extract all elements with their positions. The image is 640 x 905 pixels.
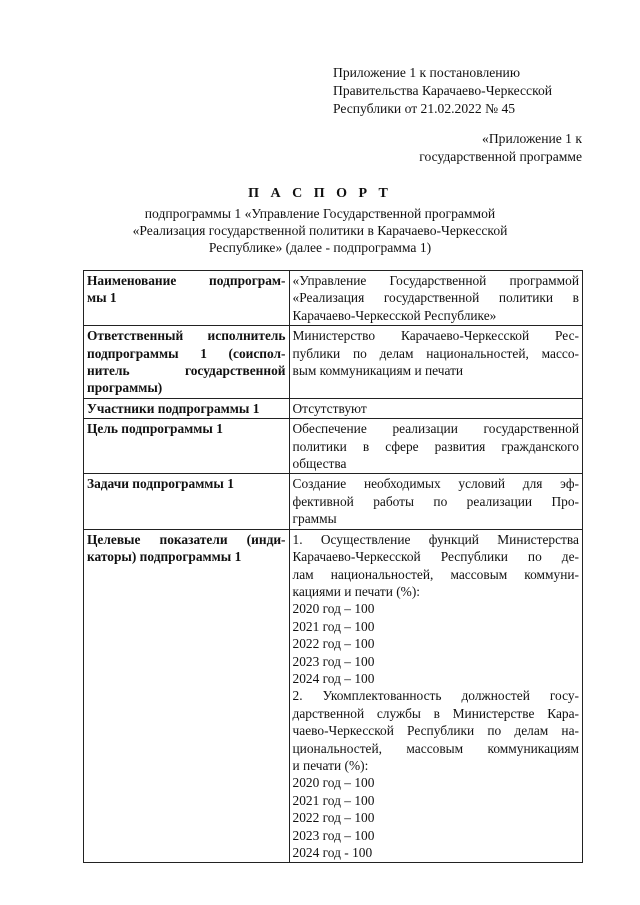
table-row: [84, 398, 583, 418]
row-label-tasks: Задачи подпрограммы 1: [84, 474, 290, 529]
header-line: Приложение 1 к постановлению: [333, 65, 520, 80]
document-title: П А С П О Р Т: [248, 186, 392, 201]
appendix-ref-line: «Приложение 1 к: [482, 131, 582, 146]
subtitle-line: «Реализация государственной политики в Карачаево-Черкесской: [132, 223, 508, 238]
row-value-participants: Отсутствуют: [289, 398, 582, 418]
passport-table: [83, 270, 583, 863]
table-row: [84, 271, 583, 326]
row-label-indicators: Целевые показатели (инди- каторы) подпрограммы 1: [84, 529, 290, 863]
table-row: [84, 326, 583, 399]
header-line: Правительства Карачаево-Черкесской: [333, 83, 553, 98]
row-value-name: «Управление Государственной программой «Реализация государственной политики в Карачаево-Черкесской Республике»: [289, 271, 582, 326]
header-line: Республики от 21.02.2022 № 45: [333, 101, 516, 116]
appendix-ref-line: государственной программе: [419, 149, 582, 164]
table-row: [84, 474, 583, 529]
subtitle-line: подпрограммы 1 «Управление Государственной программой: [144, 206, 496, 221]
program-appendix-reference: [419, 130, 582, 166]
document-subtitle: [80, 205, 560, 256]
row-value-executor: Министерство Карачаево-Черкесской Рес- публики по делам национальностей, массо- вым коммуникациям и печати: [289, 326, 582, 399]
row-value-tasks: Создание необходимых условий для эф- фективной работы по реализации Про- граммы: [289, 474, 582, 529]
row-label-name: Наименование подпрограм- мы 1: [84, 271, 290, 326]
row-label-goal: Цель подпрограммы 1: [84, 419, 290, 474]
table-row: [84, 529, 583, 863]
table-row: [84, 419, 583, 474]
row-value-goal: Обеспечение реализации государственной политики в сфере развития гражданского общества: [289, 419, 582, 474]
resolution-appendix-header: [333, 64, 552, 118]
row-label-participants: Участники подпрограммы 1: [84, 398, 290, 418]
subtitle-line: Республике» (далее - подпрограмма 1): [208, 240, 432, 255]
row-label-executor: Ответственный исполнитель подпрограммы 1 (соиспол- нитель государственной программы): [84, 326, 290, 399]
row-value-indicators: 1. Осуществление функций Министерства Карачаево-Черкесской Республики по де- лам национальностей, массовым коммуни- кациями и печати (%): 2020 год – 100 2021 год – 100 2022 год – 100 2023 год – 100 2024 год – 100 2. Укомплектованность должностей госу- дарственной службы в Министерстве Кара- чаево-Черкесской Республики по делам на- циональностей, массовым коммуникациям и печати (%): 2020 год – 100 2021 год – 100 2022 год – 100 2023 год – 100 2024 год - 100: [289, 529, 582, 863]
